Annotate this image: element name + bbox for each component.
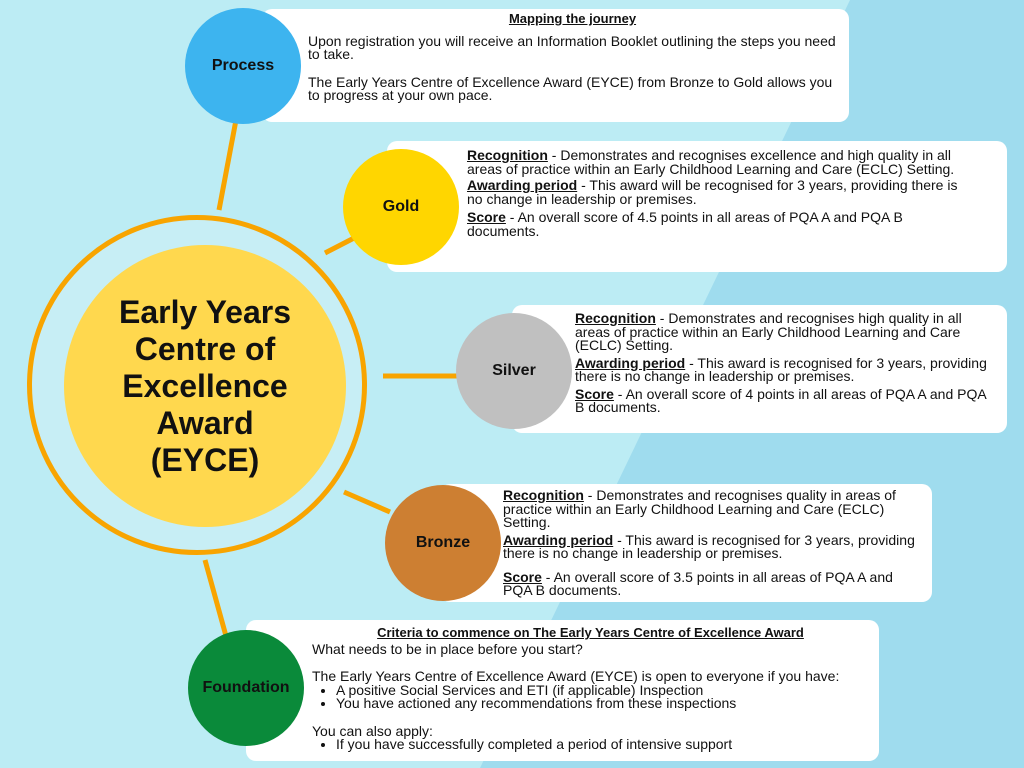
bronze-recognition-text: - Demonstrates and recognises quality in areas of practice within an Early Childhood Learning and Care (ECLC) Setting.: [503, 487, 896, 530]
gold-card: [387, 141, 1007, 272]
silver-score: [575, 385, 987, 415]
silver-score-text: - An overall score of 4 points in all areas of PQA A and PQA B documents.: [575, 385, 986, 415]
silver-recognition: [575, 312, 987, 353]
foundation-also-bullet: • If you have successfully completed a period of intensive support: [336, 738, 869, 752]
silver-label: Silver: [492, 362, 536, 379]
gold-recognition: [467, 149, 969, 176]
gold-recognition-text: - Demonstrates and recognises excellence and high quality in all areas of practice within an Early Childhood Learning and Care (ECLC) Setting.: [467, 147, 955, 177]
connector-process: [219, 120, 236, 210]
bronze-label: Bronze: [415, 534, 471, 551]
connector-bronze: [344, 492, 390, 512]
bronze-node: [385, 485, 501, 601]
bronze-period-text: - This award is recognised for 3 years, providing there is no change in leadership or premises.: [503, 531, 915, 561]
silver-period-text: - This award is recognised for 3 years, providing there is no change in leadership or premises.: [575, 354, 987, 384]
process-paragraph-1: Upon registration you will receive an Information Booklet outlining the steps you need to take.: [308, 32, 836, 62]
foundation-label: Foundation: [202, 679, 290, 696]
gold-period: [467, 179, 969, 206]
silver-period: [575, 354, 987, 384]
gold-score-text: - An overall score of 4.5 points in all areas of PQA A and PQA B documents.: [467, 209, 903, 239]
bronze-period-label: Awarding period: [503, 531, 614, 548]
gold-period-text: - This award will be recognised for 3 years, providing there is no change in leadership or premises.: [467, 177, 958, 207]
connector-foundation: [205, 560, 226, 636]
process-heading: Mapping the journey: [508, 11, 637, 26]
foundation-question: What needs to be in place before you start?: [312, 640, 583, 657]
foundation-bullets: [312, 681, 869, 711]
silver-period-label: Awarding period: [575, 354, 686, 371]
foundation-also: You can also apply:: [312, 722, 433, 739]
bronze-score-label: Score: [503, 568, 542, 585]
main-title: Early Years Centre of Excellence Award (EYCE): [118, 293, 291, 478]
process-paragraph-2: The Early Years Centre of Excellence Award (EYCE) from Bronze to Gold allows you to progress at your own pace.: [308, 73, 833, 103]
silver-recognition-text: - Demonstrates and recognises high quality in all areas of practice within an Early Childhood Learning and Care (ECLC) Setting.: [575, 310, 962, 353]
foundation-heading: Criteria to commence on The Early Years Centre of Excellence Award: [377, 625, 804, 640]
foundation-bullet: • You have actioned any recommendations from these inspections: [336, 697, 869, 711]
gold-node: [343, 149, 459, 265]
process-node: [185, 8, 301, 124]
foundation-node: [188, 630, 304, 746]
gold-score: [467, 211, 969, 238]
gold-period-label: Awarding period: [467, 177, 578, 193]
gold-recognition-label: Recognition: [467, 147, 548, 163]
connector-gold: [325, 237, 356, 253]
gold-label: Gold: [382, 198, 420, 215]
foundation-also-bullets: [312, 738, 869, 752]
process-card: [262, 9, 849, 122]
bronze-recognition: [503, 489, 918, 530]
bronze-score-text: - An overall score of 3.5 points in all areas of PQA A and PQA B documents.: [503, 568, 893, 598]
foundation-intro: The Early Years Centre of Excellence Award (EYCE) is open to everyone if you have:: [312, 668, 840, 684]
foundation-card: [246, 620, 879, 761]
bronze-recognition-label: Recognition: [503, 487, 584, 503]
bronze-period: [503, 531, 918, 561]
silver-card: [512, 305, 1007, 433]
silver-node: [456, 313, 572, 429]
silver-score-label: Score: [575, 385, 614, 402]
foundation-bullet: • A positive Social Services and ETI (if applicable) Inspection: [336, 684, 869, 698]
silver-recognition-label: Recognition: [575, 310, 656, 326]
process-label: Process: [211, 57, 275, 74]
main-circle: [64, 245, 346, 527]
bronze-score: [503, 568, 918, 598]
bronze-card: [440, 484, 932, 602]
gold-score-label: Score: [467, 209, 506, 225]
